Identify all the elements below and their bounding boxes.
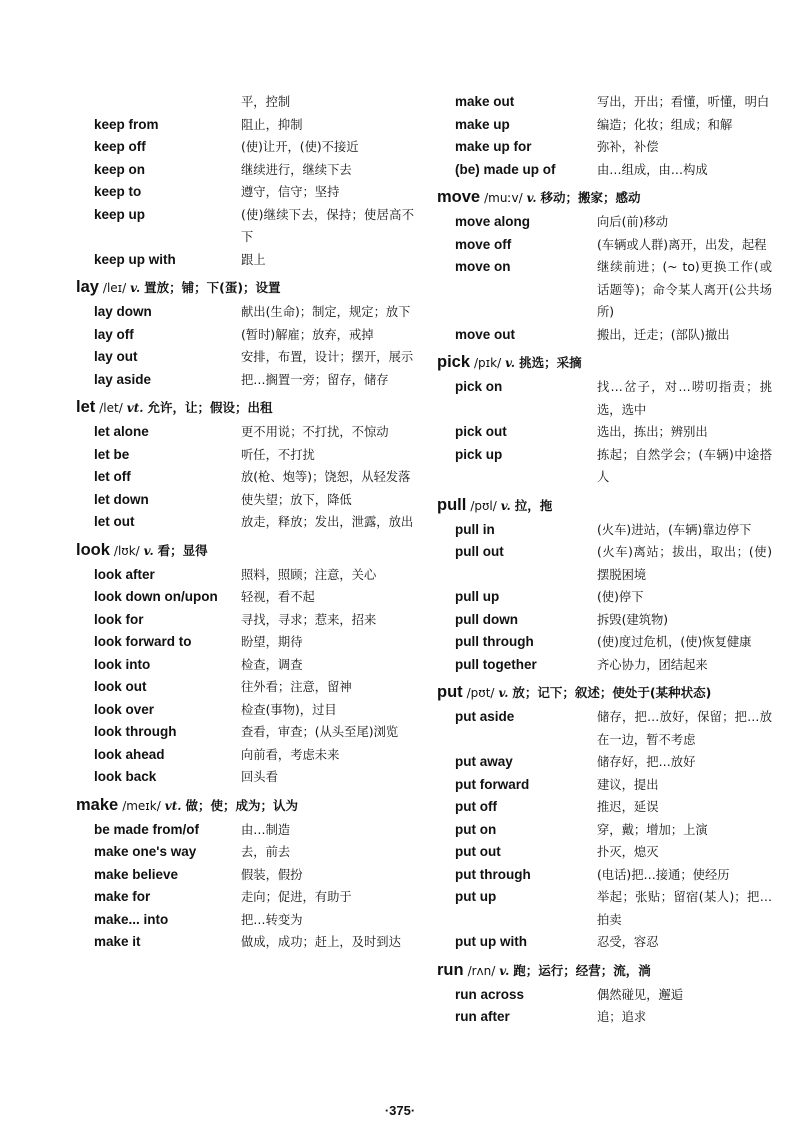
phrase: move out — [455, 326, 516, 342]
headword-entry — [76, 794, 414, 817]
phrase: keep up — [94, 206, 146, 222]
definition: 安排，布置，设计；摆开，展示 — [241, 350, 414, 364]
phrase-entry — [76, 181, 414, 204]
phrase: pick on — [455, 379, 503, 394]
phrase: pick up — [455, 446, 503, 462]
phrase-entry — [76, 114, 414, 137]
phrase: make... into — [94, 911, 169, 927]
phrase-entry — [437, 136, 772, 159]
phrase-entry — [437, 751, 772, 774]
headword: run — [437, 960, 464, 979]
phrase-entry — [76, 654, 414, 677]
definition: 放走，释放；发出，泄露，放出 — [241, 515, 414, 529]
definition: 继续前进；(~ to)更换工作(或话题等)；命令某人离开(公共场所) — [597, 260, 772, 319]
phrase: move on — [455, 259, 511, 274]
definition: 检查(事物)，过目 — [241, 702, 337, 717]
phrase-entry — [437, 886, 772, 931]
phrase-entry — [76, 909, 414, 932]
definition: 检查，调查 — [241, 657, 303, 672]
definition: 推迟，延误 — [597, 800, 659, 814]
phrase-entry — [76, 586, 414, 609]
definition: 写出，开出；看懂，听懂，明白 — [597, 95, 770, 109]
definition: 搬出，迁走；(部队)撤出 — [597, 327, 730, 342]
pronunciation: /pɪk/ — [474, 356, 502, 370]
phrase-entry — [437, 324, 772, 347]
phrase: look for — [94, 611, 144, 627]
phrase: run after — [455, 1009, 510, 1024]
phrase-entry — [76, 369, 414, 392]
definition: 盼望，期待 — [241, 635, 303, 649]
phrase-entry — [437, 819, 772, 842]
phrase-entry — [76, 159, 414, 182]
phrase-entry — [76, 819, 414, 842]
phrase-entry — [76, 466, 414, 489]
definition: (使)度过危机，(使)恢复健康 — [597, 635, 752, 649]
phrase: pull through — [455, 634, 534, 649]
definition: 举起；张贴；留宿(某人)；把…拍卖 — [597, 890, 772, 927]
phrase-entry — [437, 1006, 772, 1029]
part-of-speech: v. — [498, 686, 509, 700]
definition: 回头看 — [241, 770, 278, 784]
phrase-entry — [437, 519, 772, 542]
phrase-entry — [437, 774, 772, 797]
definition: 继续进行，继续下去 — [241, 162, 352, 177]
definition: (使)继续下去，保持；使居高不下 — [241, 207, 414, 244]
phrase: pull together — [455, 656, 537, 672]
left-column — [76, 91, 414, 954]
part-of-speech: v. — [526, 191, 537, 205]
phrase-entry — [437, 841, 772, 864]
headword-gloss: 置放；铺；下(蛋)；设置 — [144, 280, 281, 295]
headword: look — [76, 540, 110, 559]
headword-entry — [437, 351, 772, 374]
definition: 更不用说；不打扰，不惊动 — [241, 425, 389, 439]
continued-entry — [76, 91, 414, 114]
definition: 由…组成，由…构成 — [597, 162, 708, 177]
definition: 跟上 — [241, 252, 266, 267]
phrase-entry — [437, 376, 772, 421]
phrase: let out — [94, 514, 135, 529]
phrase: let down — [94, 491, 149, 507]
phrase: be made from/of — [94, 821, 200, 837]
phrase-entry — [76, 841, 414, 864]
definition: 献出(生命)；制定，规定；放下 — [241, 305, 411, 319]
phrase: put aside — [455, 709, 515, 724]
definition: 遵守，信守；坚持 — [241, 185, 340, 199]
headword-gloss: 放；记下；叙述；使处于(某种状态) — [512, 685, 712, 700]
headword-entry — [76, 396, 414, 419]
pronunciation: /leɪ/ — [102, 281, 127, 295]
phrase-entry — [76, 249, 414, 272]
part-of-speech: vt. — [164, 798, 182, 813]
phrase-entry — [437, 421, 772, 444]
phrase-entry — [76, 886, 414, 909]
definition: (暂时)解雇；放弃，戒掉 — [241, 327, 374, 342]
definition: 忍受，容忍 — [597, 935, 659, 949]
part-of-speech: v. — [499, 963, 510, 978]
phrase-entry — [437, 91, 772, 114]
definition: (使)停下 — [597, 590, 644, 604]
definition: 由…制造 — [241, 822, 291, 837]
headword: move — [437, 188, 481, 206]
phrase: lay down — [94, 304, 152, 319]
headword: lay — [76, 278, 99, 296]
phrase: put away — [455, 754, 513, 769]
phrase: put through — [455, 866, 531, 882]
phrase: pull in — [455, 521, 495, 537]
phrase-entry — [76, 511, 414, 534]
phrase-entry — [76, 864, 414, 887]
definition: (电话)把…接通；使经历 — [597, 867, 730, 882]
phrase: look forward to — [94, 634, 192, 649]
phrase-entry — [76, 744, 414, 767]
definition: 照料，照顾；注意，关心 — [241, 567, 377, 582]
phrase: put on — [455, 821, 497, 837]
headword-entry — [76, 276, 414, 299]
definition: 假装，假扮 — [241, 867, 303, 882]
definition: 往外看；注意，留神 — [241, 680, 352, 694]
phrase-entry — [437, 609, 772, 632]
definition: 弥补，补偿 — [597, 140, 659, 154]
phrase-entry — [437, 586, 772, 609]
phrase: look out — [94, 679, 147, 694]
phrase: let off — [94, 469, 131, 484]
headword-entry — [437, 494, 772, 517]
phrase: keep up with — [94, 251, 176, 267]
phrase: put out — [455, 844, 501, 859]
pronunciation: /meɪk/ — [122, 798, 161, 813]
phrase-entry — [76, 766, 414, 789]
headword-entry — [437, 681, 772, 704]
definition: 拣起；自然学会；(车辆)中途搭人 — [597, 447, 772, 484]
phrase-entry — [437, 256, 772, 324]
phrase: put up — [455, 889, 497, 904]
definition: 阻止，抑制 — [241, 117, 303, 132]
phrase: look through — [94, 724, 177, 739]
phrase: look down on/upon — [94, 589, 218, 604]
headword: put — [437, 683, 463, 701]
phrase-entry — [76, 564, 414, 587]
headword: pull — [437, 495, 467, 514]
phrase-entry — [437, 984, 772, 1007]
definition: (火车)离站；拔出，取出；(使)摆脱困境 — [597, 545, 772, 582]
headword-entry — [437, 186, 772, 209]
phrase: make for — [94, 889, 151, 904]
headword-gloss: 做；使；成为；认为 — [185, 797, 298, 813]
definition: 偶然碰见，邂逅 — [597, 987, 684, 1002]
right-column — [437, 91, 772, 1029]
definition: 拆毁(建筑物) — [597, 612, 669, 627]
phrase-entry — [76, 489, 414, 512]
phrase-entry — [76, 721, 414, 744]
phrase: look over — [94, 701, 155, 717]
definition: 去，前去 — [241, 845, 291, 859]
definition: (车辆或人群)离开，出发，起程 — [597, 237, 767, 252]
phrase: lay out — [94, 349, 138, 364]
phrase-entry — [437, 654, 772, 677]
phrase-entry — [76, 676, 414, 699]
phrase-entry — [437, 631, 772, 654]
definition: 把…搁置一旁；留存，储存 — [241, 372, 389, 387]
headword: pick — [437, 353, 471, 371]
phrase: look after — [94, 566, 155, 582]
part-of-speech: v. — [130, 281, 141, 295]
part-of-speech: v. — [505, 356, 516, 370]
phrase: pull out — [455, 544, 504, 559]
definition: 听任，不打扰 — [241, 447, 315, 462]
phrase-entry — [437, 796, 772, 819]
definition: 向后(前)移动 — [597, 215, 669, 229]
phrase-entry — [76, 631, 414, 654]
phrase: lay off — [94, 326, 134, 342]
phrase: pull down — [455, 611, 518, 627]
phrase: look ahead — [94, 746, 165, 762]
phrase-entry — [76, 421, 414, 444]
headword-gloss: 允许，让；假设；出租 — [147, 400, 273, 415]
definition: 建议，提出 — [597, 777, 659, 792]
phrase: make up for — [455, 139, 532, 154]
definition: 走向；促进，有助于 — [241, 890, 352, 904]
phrase: make up — [455, 116, 510, 132]
pronunciation: /pʊt/ — [466, 686, 495, 700]
phrase-entry — [437, 211, 772, 234]
phrase: (be) made up of — [455, 161, 556, 177]
phrase: keep on — [94, 161, 146, 177]
phrase-entry — [76, 444, 414, 467]
headword-gloss: 挑选；采摘 — [519, 355, 582, 370]
phrase: run across — [455, 986, 525, 1002]
definition: 追；追求 — [597, 1010, 647, 1024]
headword-gloss: 拉，拖 — [514, 497, 553, 513]
phrase: move along — [455, 214, 531, 229]
definition: 把…转变为 — [241, 912, 303, 927]
phrase-entry — [76, 609, 414, 632]
part-of-speech: vt. — [126, 401, 144, 415]
part-of-speech: v. — [500, 498, 511, 513]
headword-gloss: 看；显得 — [157, 542, 208, 558]
phrase-entry — [76, 699, 414, 722]
page-number: ·375· — [384, 1103, 416, 1118]
phrase: pick out — [455, 424, 507, 439]
definition: 穿，戴；增加；上演 — [597, 822, 708, 837]
pronunciation: /rʌn/ — [467, 963, 496, 978]
definition: 使失望；放下，降低 — [241, 492, 352, 507]
definition: (火车)进站，(车辆)靠边停下 — [597, 522, 752, 537]
definition: 找…岔子，对…唠叨指责；挑选，选中 — [597, 380, 772, 417]
part-of-speech: v. — [143, 543, 154, 558]
phrase-entry — [437, 706, 772, 751]
definition: 选出，拣出；辨别出 — [597, 425, 708, 439]
phrase-entry — [437, 864, 772, 887]
phrase: put forward — [455, 776, 530, 792]
definition: 向前看，考虑未来 — [241, 747, 340, 762]
phrase-entry — [76, 301, 414, 324]
headword: make — [76, 795, 119, 814]
phrase: let alone — [94, 424, 149, 439]
definition: 轻视，看不起 — [241, 590, 315, 604]
phrase-entry — [437, 114, 772, 137]
phrase-entry — [437, 931, 772, 954]
pronunciation: /let/ — [99, 401, 123, 415]
phrase: keep from — [94, 116, 159, 132]
phrase: pull up — [455, 589, 500, 604]
phrase: move off — [455, 236, 512, 252]
pronunciation: /muːv/ — [484, 191, 523, 205]
phrase: make it — [94, 934, 141, 949]
phrase-entry — [76, 204, 414, 249]
pronunciation: /pʊl/ — [470, 498, 497, 513]
definition: 扑灭，熄灭 — [597, 845, 659, 859]
phrase: keep off — [94, 139, 146, 154]
phrase-entry — [437, 444, 772, 489]
definition: 平，控制 — [241, 95, 291, 109]
phrase-entry — [76, 324, 414, 347]
pronunciation: /lʊk/ — [113, 543, 140, 558]
definition: 做成，成功；赶上，及时到达 — [241, 935, 401, 949]
definition: 储存，把…放好，保留；把…放在一边，暂不考虑 — [597, 710, 772, 747]
phrase-entry — [437, 234, 772, 257]
phrase: let be — [94, 446, 130, 462]
phrase-entry — [76, 346, 414, 369]
definition: 查看，审查；(从头至尾)浏览 — [241, 725, 399, 739]
phrase: lay aside — [94, 371, 152, 387]
phrase: look into — [94, 656, 151, 672]
phrase: put off — [455, 799, 497, 814]
phrase: keep to — [94, 184, 142, 199]
definition: 储存好，把…放好 — [597, 755, 696, 769]
definition: (使)让开，(使)不接近 — [241, 140, 359, 154]
phrase-entry — [76, 931, 414, 954]
phrase: make one's way — [94, 844, 197, 859]
phrase: put up with — [455, 934, 527, 949]
phrase-entry — [76, 136, 414, 159]
phrase-entry — [437, 159, 772, 182]
definition: 齐心协力，团结起来 — [597, 657, 708, 672]
phrase-entry — [437, 541, 772, 586]
phrase: look back — [94, 769, 157, 784]
headword-entry — [76, 539, 414, 562]
headword-entry — [437, 959, 772, 982]
definition: 编造；化妆；组成；和解 — [597, 117, 733, 132]
definition: 放(枪、炮等)；饶恕，从轻发落 — [241, 470, 411, 484]
headword: let — [76, 398, 96, 416]
phrase: make out — [455, 94, 515, 109]
headword-gloss: 移动；搬家；感动 — [540, 190, 641, 205]
definition: 寻找，寻求；惹来，招来 — [241, 612, 377, 627]
phrase: make believe — [94, 866, 179, 882]
headword-gloss: 跑；运行；经营；流，淌 — [513, 962, 651, 978]
